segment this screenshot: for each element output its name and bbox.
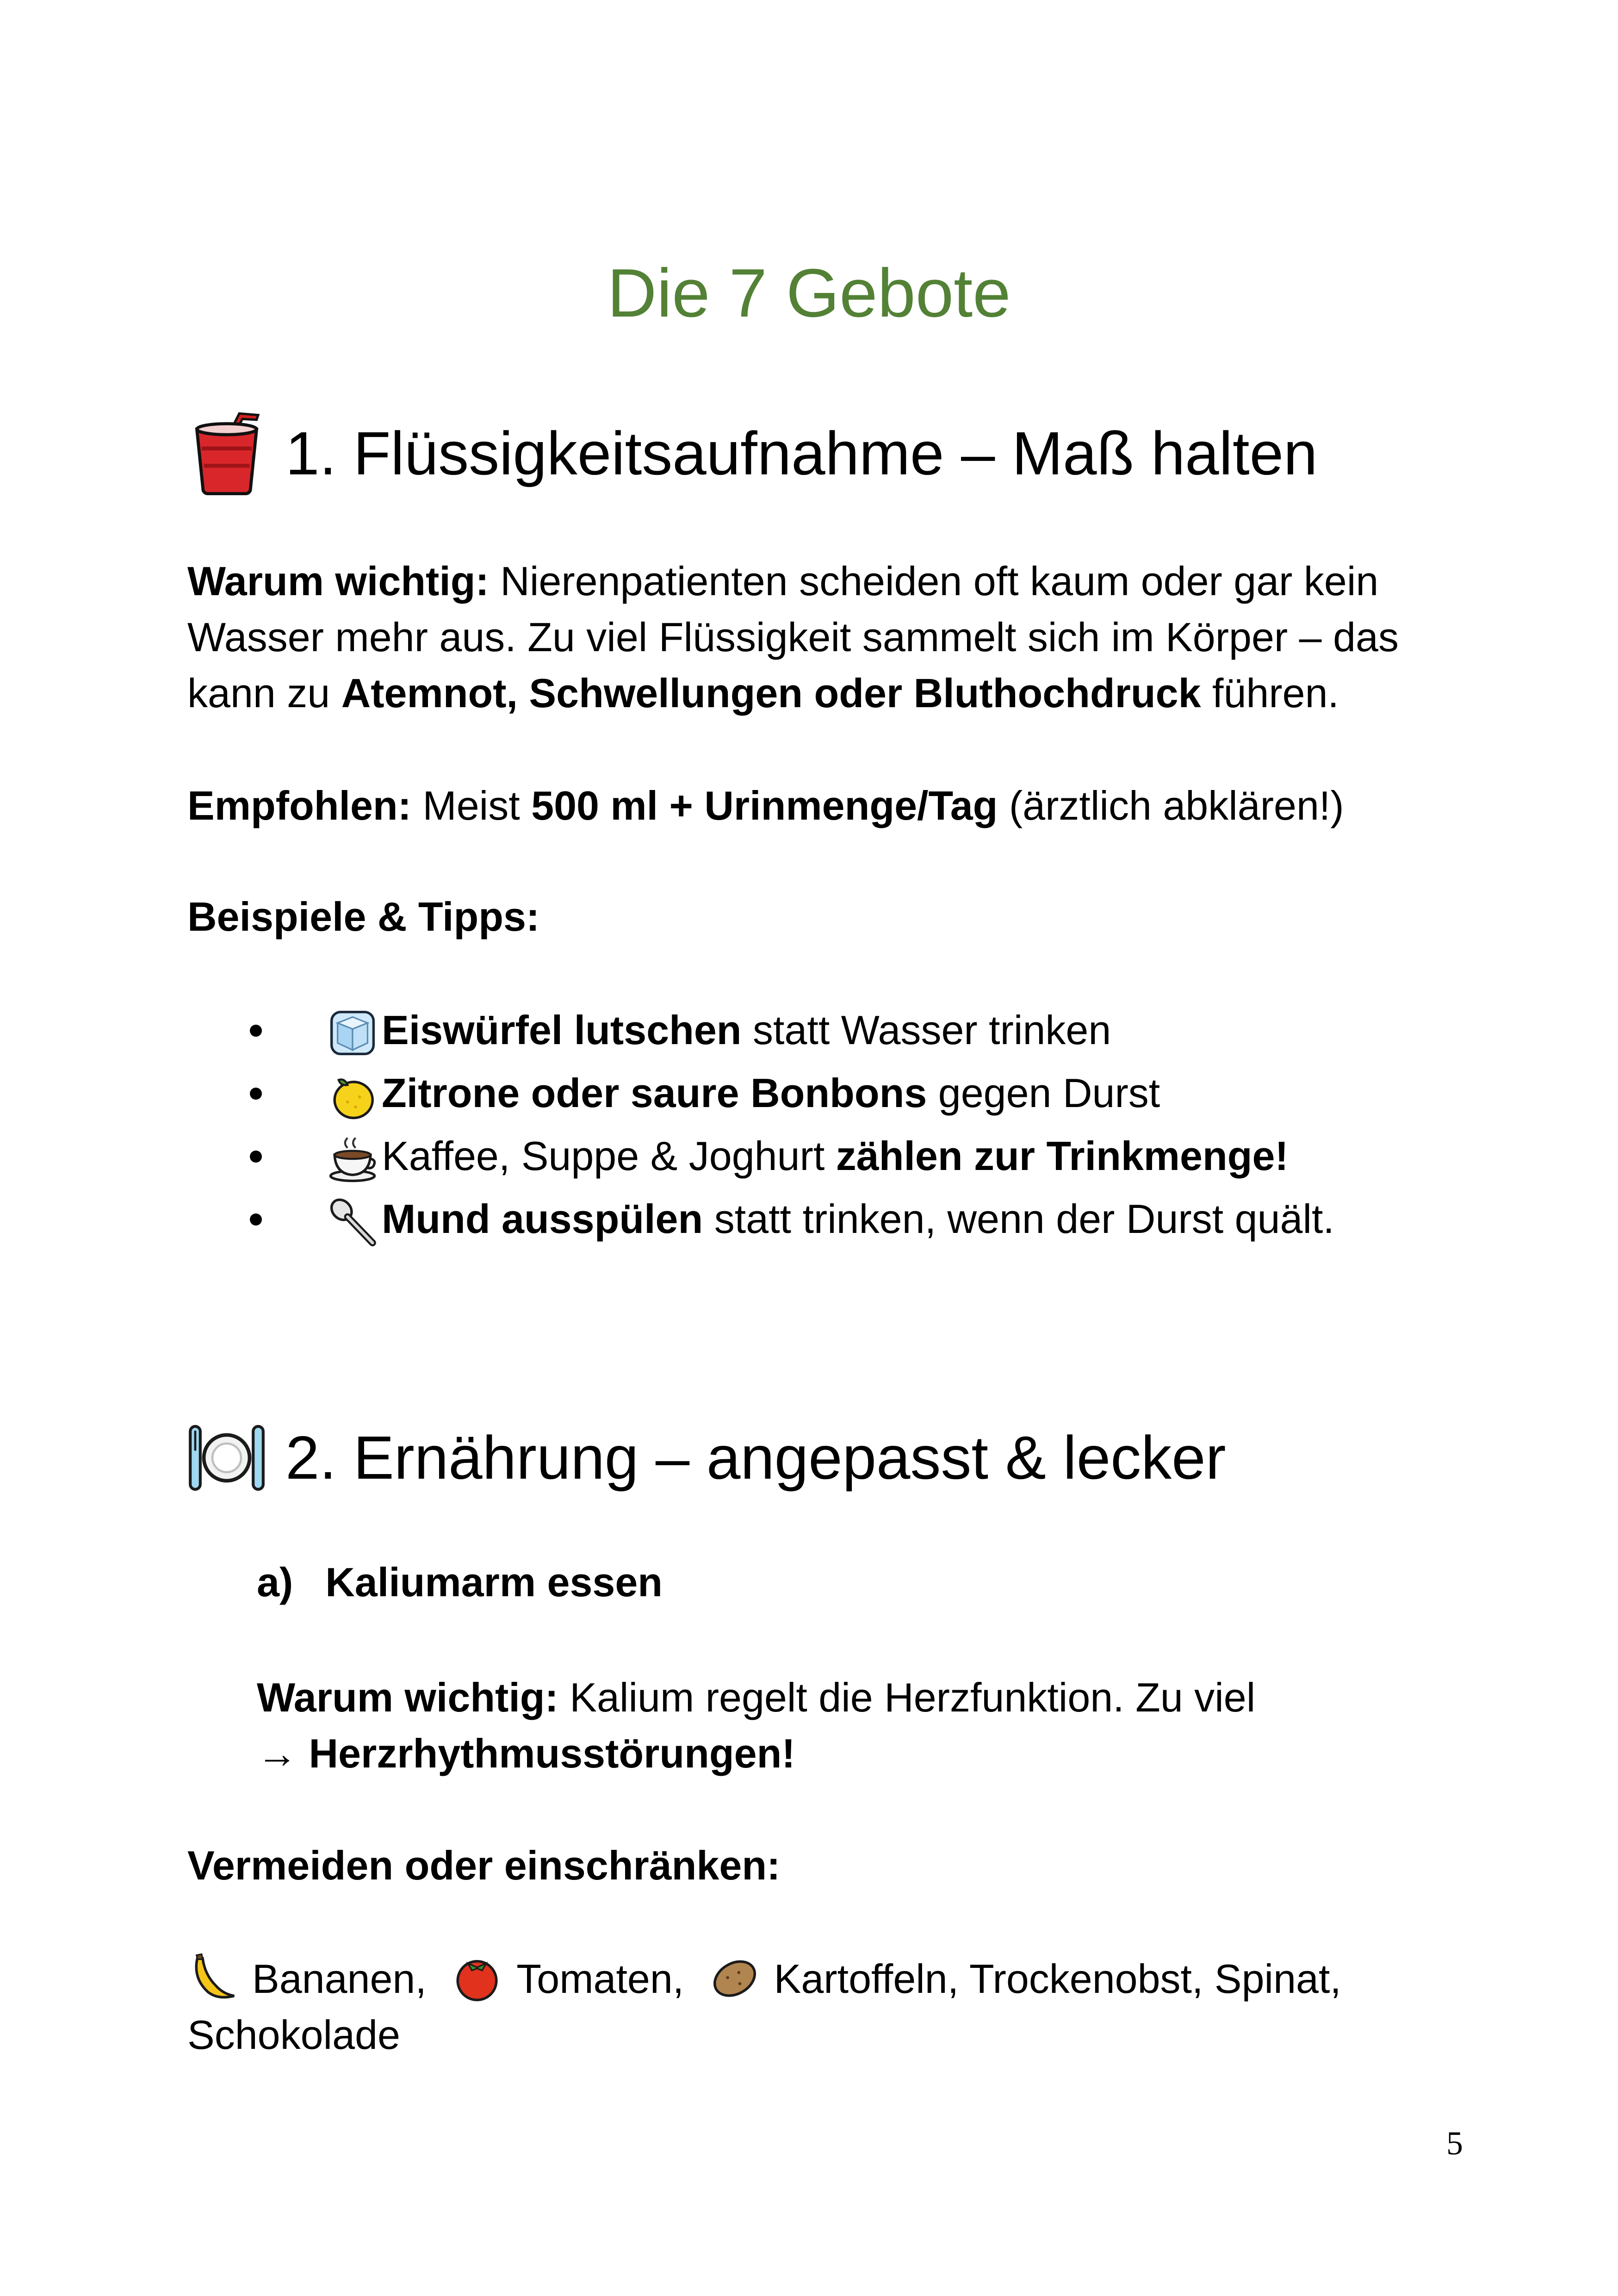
sub-heading: [257, 1559, 663, 1606]
why-text-2a: Kalium regelt die Herzfunktion. Zu viel: [558, 1674, 1256, 1720]
bullet-dot: [250, 1025, 262, 1037]
list-item: [250, 1125, 1499, 1188]
section-1-why: [187, 553, 1437, 721]
bullet-dot: [250, 1213, 262, 1226]
tip-3-text: [382, 1125, 1289, 1188]
section-1-recommended: [187, 778, 1437, 834]
recommended-bold: 500 ml + Urinmenge/Tag: [531, 783, 998, 828]
why-text-1: Nierenpatienten scheiden oft kaum oder gar kein Wasser mehr aus. Zu viel Flüssigkeit sammelt sich im Körper – das kann zu: [187, 558, 1399, 716]
why-label: Warum wichtig:: [187, 558, 489, 604]
why-bold: Atemnot, Schwellungen oder Bluthochdruck: [341, 670, 1201, 716]
section-2-heading-text: 2. Ernährung – angepasst & lecker: [285, 1424, 1226, 1492]
tip-4-bold: Mund ausspülen: [382, 1196, 703, 1242]
why-bold-2: Herzrhythmusstörungen!: [309, 1730, 795, 1776]
banana-icon: [187, 1952, 238, 2003]
recommended-text-1: Meist: [411, 783, 532, 828]
plate-with-cutlery-icon: [187, 1416, 266, 1500]
tip-3-pre: Kaffee, Suppe & Joghurt: [382, 1133, 836, 1179]
bullet-dot: [250, 1088, 262, 1100]
tip-4-text: [382, 1188, 1334, 1251]
tip-2-text: [382, 1062, 1160, 1125]
recommended-label: Empfohlen:: [187, 783, 411, 828]
avoid-items: [187, 1951, 1437, 2063]
banana-label: Bananen,: [252, 1956, 427, 2002]
cup-with-straw-icon: [187, 412, 266, 495]
why-label-2: Warum wichtig:: [257, 1674, 558, 1720]
tips-list: [250, 999, 1499, 1251]
potato-icon: [709, 1952, 760, 2003]
lemon-icon: [328, 1071, 378, 1121]
hot-beverage-icon: [328, 1134, 378, 1184]
list-item: [250, 1062, 1499, 1125]
tip-1-text: [382, 999, 1111, 1062]
tip-2-rest: gegen Durst: [927, 1070, 1160, 1116]
page-number: 5: [1446, 2125, 1463, 2162]
tip-4-rest: statt trinken, wenn der Durst quält.: [703, 1196, 1334, 1242]
section-1-heading-text: 1. Flüssigkeitsaufnahme – Maß halten: [285, 419, 1318, 487]
potato-label: Kartoffeln, Trockenobst, Spinat,: [774, 1956, 1341, 2002]
sub-heading-title: Kaliumarm essen: [325, 1559, 663, 1605]
tip-1-bold: Eiswürfel lutschen: [382, 1007, 742, 1053]
tomato-label: Tomaten,: [516, 1956, 684, 2002]
section-2-why: [257, 1669, 1506, 1781]
tip-3-bold: zählen zur Trinkmenge!: [836, 1133, 1289, 1179]
rest-label: Schokolade: [187, 2012, 400, 2058]
spoon-icon: [328, 1197, 378, 1247]
tip-2-bold: Zitrone oder saure Bonbons: [382, 1070, 927, 1116]
tip-1-rest: statt Wasser trinken: [741, 1007, 1111, 1053]
bullet-dot: [250, 1151, 262, 1163]
section-2-heading: [187, 1416, 1226, 1500]
tomato-icon: [452, 1952, 502, 2003]
arrow: →: [257, 1730, 309, 1776]
why-text-2: führen.: [1201, 670, 1339, 716]
avoid-label: Vermeiden oder einschränken:: [187, 1842, 781, 1888]
ice-cube-icon: [328, 1008, 378, 1058]
sub-heading-label: a): [257, 1559, 293, 1605]
recommended-text-2: (ärztlich abklären!): [998, 783, 1344, 828]
tips-label: Beispiele & Tipps:: [187, 894, 540, 940]
list-item: [250, 1188, 1499, 1251]
page-title: Die 7 Gebote: [607, 255, 1011, 331]
section-1-heading: [187, 412, 1317, 495]
list-item: [250, 999, 1499, 1062]
